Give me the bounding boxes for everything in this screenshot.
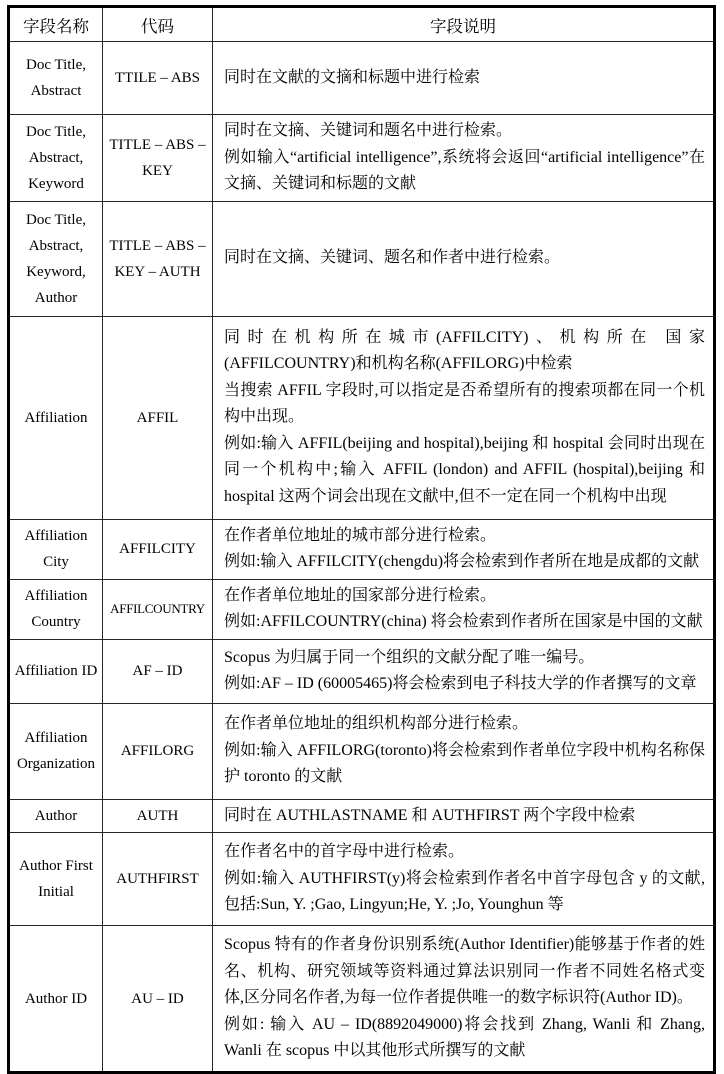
field-name-cell: Doc Title, Abstract, Keyword, Author (9, 201, 103, 316)
field-desc-cell (213, 115, 715, 202)
field-desc-cell (213, 799, 715, 833)
field-desc-cell (213, 926, 715, 1073)
field-name-cell: Author First Initial (9, 833, 103, 926)
field-code-cell: AFFILORG (103, 703, 213, 799)
table-row-affilcountry (9, 579, 715, 639)
field-name-cell: Doc Title, Abstract (9, 42, 103, 115)
desc-paragraph: 当搜索 AFFIL 字段时,可以指定是否希望所有的搜索项都在同一个机构中出现。 (224, 381, 705, 426)
field-name-cell: Affiliation Organization (9, 703, 103, 799)
field-code-cell: AF – ID (103, 639, 213, 703)
desc-paragraph: 在作者单位地址的国家部分进行检索。 (224, 586, 497, 604)
field-code-cell: TTILE – ABS (103, 42, 213, 115)
table-row-title-abs-key-auth (9, 201, 715, 316)
desc-paragraph: 例如输入“artificial intelligence”,系统将会返回“artificial intelligence”在文摘、关键词和标题的文献 (224, 148, 705, 192)
table-row-auth (9, 799, 715, 833)
table-row-title-abs-key (9, 115, 715, 202)
desc-paragraph: 同时在文献的文摘和标题中进行检索 (224, 68, 481, 86)
desc-paragraph: 例如:输入 AUTHFIRST(y)将会检索到作者名中首字母包含 y 的文献,包括:Sun, Y. ;Gao, Lingyun;He, Y. ;Jo, Younghun 等 (224, 869, 705, 914)
field-desc-cell (213, 833, 715, 926)
field-desc-cell (213, 42, 715, 115)
field-code-cell: AUTH (103, 799, 213, 833)
desc-paragraph: 在作者单位地址的组织机构部分进行检索。 (224, 715, 529, 733)
header-row (9, 7, 715, 42)
desc-paragraph: 例如:AF – ID (60005465)将会检索到电子科技大学的作者撰写的文章 (224, 675, 697, 692)
field-desc-cell (213, 639, 715, 703)
field-desc-cell (213, 519, 715, 579)
desc-paragraph: 同时在文摘、关键词、题名和作者中进行检索。 (224, 249, 561, 267)
field-name-cell: Author (9, 799, 103, 833)
field-desc-cell (213, 579, 715, 639)
header-code: 代码 (103, 7, 213, 42)
field-desc-cell (213, 201, 715, 316)
field-name-cell: Affiliation (9, 316, 103, 519)
desc-paragraph: Scopus 特有的作者身份识别系统(Author Identifier)能够基于作者的姓名、机构、研究领域等资料通过算法识别同一作者不同姓名格式变体,区分同名作者,为每一位作者提供唯一的数字标识符(Author ID)。 (224, 936, 705, 1007)
field-desc-cell (213, 316, 715, 519)
desc-paragraph: 例如: 输入 AU – ID(8892049000)将会找到 Zhang, Wanli 和 Zhang, Wanli 在 scopus 中以其他形式所撰写的文献 (224, 1015, 705, 1060)
table-row-affilorg (9, 703, 715, 799)
table-row-affil (9, 316, 715, 519)
field-name-cell: Affiliation City (9, 519, 103, 579)
field-code-cell: AUTHFIRST (103, 833, 213, 926)
desc-paragraph: 同时在 AUTHLASTNAME 和 AUTHFIRST 两个字段中检索 (224, 806, 636, 824)
field-code-cell: AFFIL (103, 316, 213, 519)
desc-paragraph: 例如:输入 AFFIL(beijing and hospital),beijing 和 hospital 会同时出现在同一个机构中;输入 AFFIL (london) and AFFIL (hospital),beijing 和 hospital 这两个词会出现在文献中,但不一定在同一个机构中出现 (224, 434, 705, 505)
desc-paragraph: 在作者名中的首字母中进行检索。 (224, 843, 465, 861)
desc-paragraph: 同时在机构所在城市(AFFILCITY)、机构所在 国家(AFFILCOUNTRY)和机构名称(AFFILORG)中检索 (224, 328, 705, 373)
header-description: 字段说明 (213, 7, 715, 42)
desc-paragraph: 同时在文摘、关键词和题名中进行检索。 (224, 122, 513, 139)
field-code-cell: TITLE – ABS – KEY – AUTH (103, 201, 213, 316)
desc-paragraph: Scopus 为归属于同一个组织的文献分配了唯一编号。 (224, 648, 595, 666)
header-field-name: 字段名称 (9, 7, 103, 42)
desc-paragraph: 例如:输入 AFFILCITY(chengdu)将会检索到作者所在地是成都的文献 (224, 553, 700, 570)
table-row-au-id (9, 926, 715, 1073)
field-code-table (7, 5, 716, 1074)
desc-paragraph: 在作者单位地址的城市部分进行检索。 (224, 526, 497, 544)
table-row-affilcity (9, 519, 715, 579)
field-desc-cell (213, 703, 715, 799)
table-header (9, 7, 715, 42)
field-name-cell: Doc Title, Abstract, Keyword (9, 115, 103, 202)
desc-paragraph: 例如:输入 AFFILORG(toronto)将会检索到作者单位字段中机构名称保护 toronto 的文献 (224, 741, 705, 786)
table-row-authfirst (9, 833, 715, 926)
field-name-cell: Author ID (9, 926, 103, 1073)
field-code-cell: AU – ID (103, 926, 213, 1073)
field-name-cell: Affiliation Country (9, 579, 103, 639)
field-code-cell: TITLE – ABS – KEY (103, 115, 213, 202)
field-code-cell: AFFILCITY (103, 519, 213, 579)
field-name-cell: Affiliation ID (9, 639, 103, 703)
desc-paragraph: 例如:AFFILCOUNTRY(china) 将会检索到作者所在国家是中国的文献 (224, 613, 703, 630)
field-code-cell: AFFILCOUNTRY (103, 579, 213, 639)
table-body (9, 42, 715, 1073)
table-row-af-id (9, 639, 715, 703)
table-row-doc-title-abstract (9, 42, 715, 115)
